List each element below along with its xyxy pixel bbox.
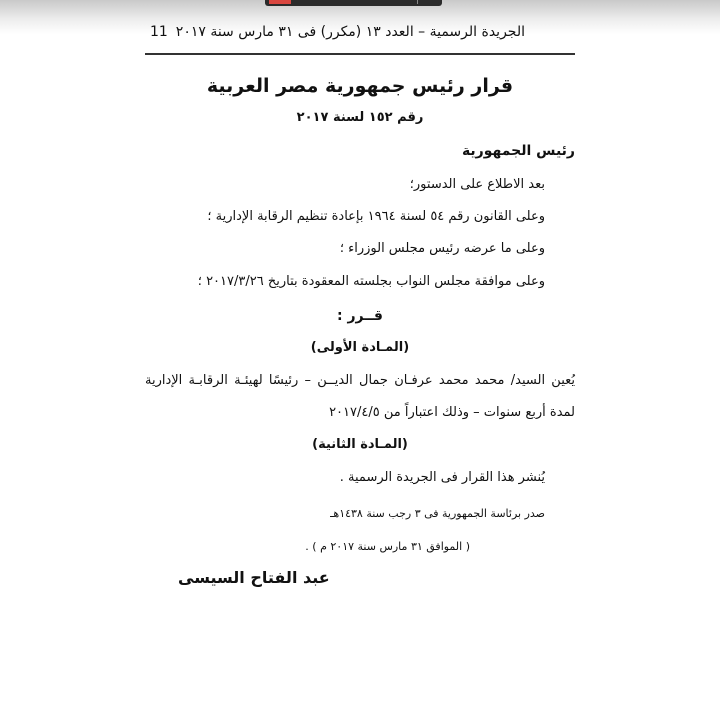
issued-line: صدر برئاسة الجمهورية فى ٣ رجب سنة ١٤٣٨هـ	[330, 507, 545, 520]
president-heading: رئيس الجمهورية	[461, 143, 575, 159]
decree-number: رقم ١٥٢ لسنة ٢٠١٧	[296, 110, 424, 125]
header-rule	[145, 53, 575, 55]
article1-heading: (المـادة الأولى)	[310, 340, 410, 355]
decreed-label: قــرر :	[337, 308, 383, 324]
toolbar-divider	[417, 0, 418, 4]
preamble-line: وعلى القانون رقم ٥٤ لسنة ١٩٦٤ بإعادة تنظيم الرقابة الإدارية ؛	[207, 209, 545, 224]
signature: عبد الفتاح السيسى	[178, 568, 330, 587]
article1-line: يُعين السيد/ محمد محمد عرفـان جمال الديــن – رئيسًا لهيئـة الرقابـة الإدارية	[145, 373, 575, 388]
article2-text: يُنشر هذا القرار فى الجريدة الرسمية .	[339, 470, 545, 485]
article1-line: لمدة أربع سنوات – وذلك اعتباراً من ٢٠١٧/٤/٥	[329, 405, 575, 420]
preamble-line: وعلى ما عرضه رئيس مجلس الوزراء ؛	[339, 241, 545, 256]
gazette-header: الجريدة الرسمية – العدد ١٣ (مكرر) فى ٣١ مارس سنة ٢٠١٧	[175, 24, 525, 40]
article2-heading: (المـادة الثانية)	[312, 437, 408, 452]
preamble-line: وعلى موافقة مجلس النواب بجلسته المعقودة بتاريخ ٢٠١٧/٣/٢٦ ؛	[197, 274, 545, 289]
close-button[interactable]	[269, 0, 291, 4]
decree-title: قرار رئيس جمهورية مصر العربية	[206, 75, 514, 97]
preamble-line: بعد الاطلاع على الدستور؛	[409, 177, 545, 192]
page-number: 11	[150, 24, 168, 40]
corresponding-date: ( الموافق ٣١ مارس سنة ٢٠١٧ م ) .	[305, 540, 470, 553]
viewer-toolbar[interactable]	[265, 0, 442, 6]
